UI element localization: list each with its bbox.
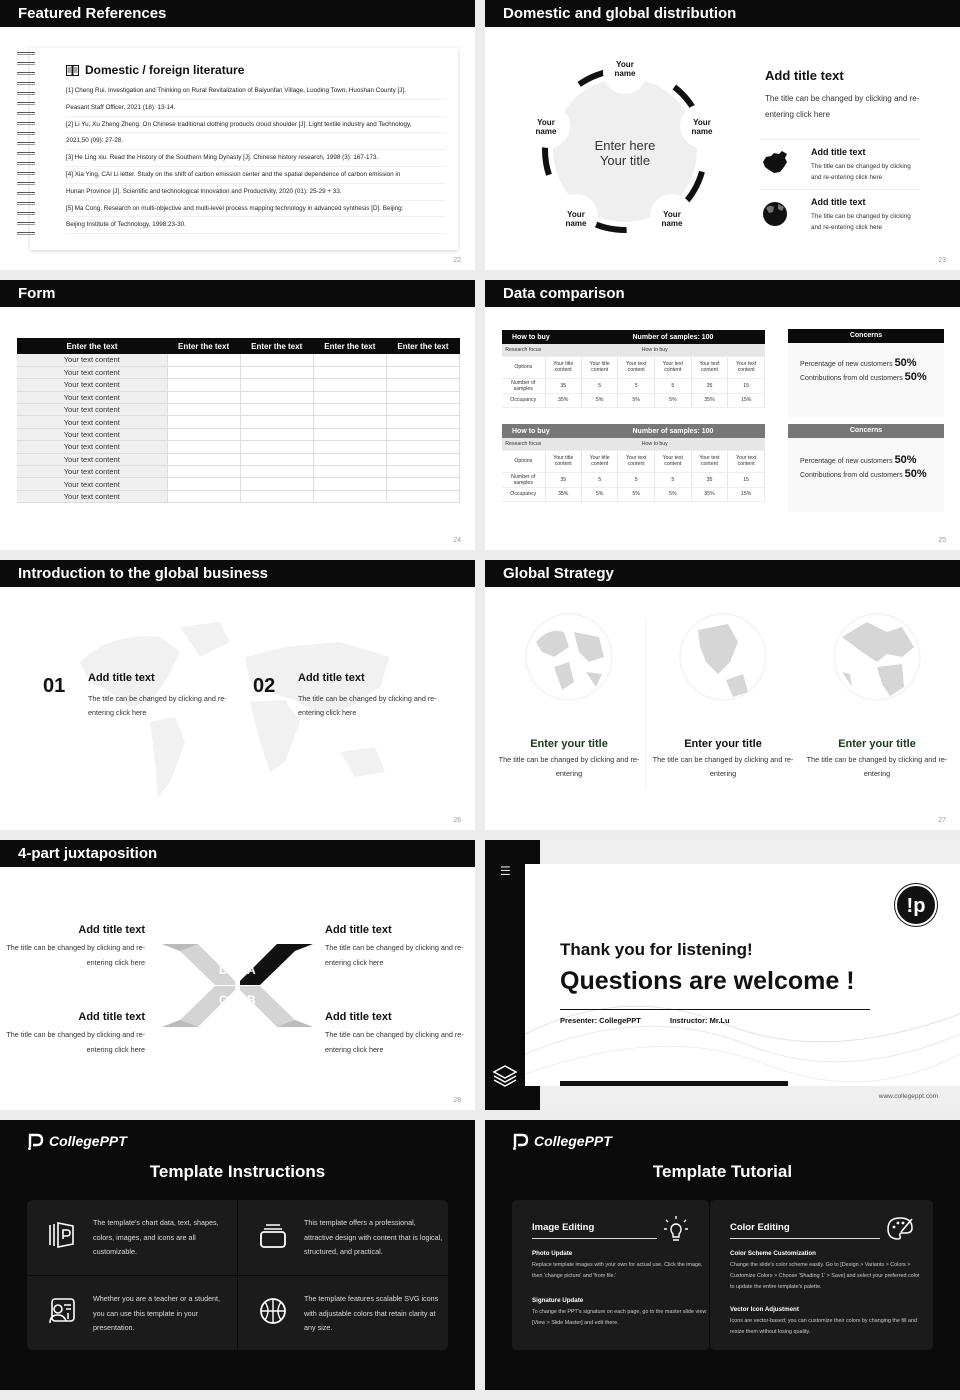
table-row: Your text content (17, 441, 460, 453)
page-number: 24 (453, 537, 461, 544)
reference-line: [5] Ma Cong. Research on multi-objective and multi-level process mapping technology in advanced synthesis [D]. Beijing: (66, 201, 446, 218)
page-number: 22 (453, 257, 461, 264)
juxtaposition-item-a: Add title text The title can be changed by clicking and re-entering click here (325, 924, 464, 967)
juxtaposition-item-b: Add title text The title can be changed by clicking and re-entering click here (325, 1011, 464, 1054)
slides-icon (47, 1220, 77, 1250)
page-number: 26 (453, 817, 461, 824)
section-desc: The title can be changed by clicking and re-entering click here (765, 94, 920, 119)
collegeppt-logo-icon (27, 1132, 45, 1150)
table-row: Your text content (17, 366, 460, 378)
divider (645, 620, 646, 790)
comparison-table: How to buy Number of samples: 100 Research focus How to buy Options Your title content Your title content Your text content Your text content Your text content Your text content Number of samples 35 5 5 5 35 15 Occupancy 35% 5% 5% 5% 35% 15% (502, 330, 765, 408)
window-stack-icon (258, 1220, 288, 1250)
reference-list (66, 83, 446, 234)
node-name: Your name (661, 210, 683, 228)
globe-icon (524, 612, 614, 702)
reference-line: [2] Li Yu, Xu Zheng Zheng. On Chinese traditional clothing products cloud shoulder [J]. Light textile industry and Technology, (66, 117, 446, 134)
strategy-column: Enter your title The title can be changed by clicking and re-entering (494, 612, 644, 781)
hub-title: Enter here Your title (594, 138, 656, 168)
page-number: 23 (938, 257, 946, 264)
reference-line: 2021,50 (09): 27-28. (66, 133, 446, 150)
thank-you-text: Thank you for listening! (560, 940, 753, 959)
juxtaposition-item-c: Add title text The title can be changed by clicking and re-entering click here (6, 1011, 145, 1054)
slide-template-instructions[interactable] (0, 1120, 475, 1390)
reference-line: [1] Cheng Rui. Investigation and Thinking on Rural Revitalization of Baiyunfan Village, Luoding Town, Huoshan County [J]. (66, 83, 446, 100)
questions-text: Questions are welcome ! (560, 967, 855, 995)
brand-logo: CollegePPT (512, 1132, 612, 1150)
slide-header: Introduction to the global business (0, 560, 475, 587)
table-row: Your text content (17, 404, 460, 416)
instruction-cell: This template offers a professional, attractive design with content that is logical, structured, and practical. (238, 1200, 448, 1274)
instruction-cell: Whether you are a teacher or a student, you can use this template in your presentation. (27, 1276, 237, 1350)
reference-line: Beijing Institute of Technology, 1998:23-30. (66, 217, 446, 234)
slide-header: Global Strategy (485, 560, 960, 587)
letter-b: B (247, 993, 256, 1007)
instruction-cell: The template features scalable SVG icons with adjustable colors that retain clarity at any size. (238, 1276, 448, 1350)
page-number: 28 (453, 1097, 461, 1104)
divider (560, 1009, 870, 1010)
thank-you-card (525, 864, 960, 1086)
tutorial-panel-color-editing: Color Editing Color Scheme Customization Change the slide's color scheme easily. Go to [Design > Variants > Colors > Customize Colors > Choose 'Shading 1' > Save] and select your preferred color to update the entire template's palette. Vector Icon Adjustment Icons are vector-based; you can customize their colors by changing the fill and resize them without losing quality. (710, 1200, 933, 1350)
node-name: Your name (565, 210, 587, 228)
reference-line: Peasant Staff Officer, 2021 (18): 13-14. (66, 100, 446, 117)
slide-template-tutorial[interactable] (485, 1120, 960, 1390)
book-icon (66, 65, 79, 76)
node-name: Your name (614, 60, 636, 78)
globe-icon (832, 612, 922, 702)
four-arrow-diagram (160, 943, 315, 1028)
table-row: Your text content (17, 490, 460, 502)
slide-header: Data comparison (485, 280, 960, 307)
reference-line: [3] He Ling xiu. Read the History of the Southern Ming Dynasty [J]. Chinese history research, 1998 (3): 167-173. (66, 150, 446, 167)
section-title: Add title text (765, 68, 844, 83)
slide-thank-you[interactable] (485, 840, 960, 1110)
concerns-card: Concerns Percentage of new customers 50% Contributions from old customers 50% (788, 424, 944, 512)
comparison-table: How to buy Number of samples: 100 Research focus How to buy Options Your title content Your title content Your text content Your text content Your text content Your text content Number of samples 35 5 5 5 35 15 Occupancy 35% 5% 5% 5% 35% 15% (502, 424, 765, 502)
slide-title: Template Tutorial (652, 1162, 793, 1181)
menu-icon[interactable]: ☰ (500, 864, 511, 878)
table-row: Your text content (17, 428, 460, 440)
spiral-binding (17, 52, 37, 242)
reference-title: Domestic / foreign literature (66, 63, 244, 77)
collegeppt-logo-icon (512, 1132, 530, 1150)
instruction-cell: The template's chart data, text, shapes, colors, images, and icons are all customizable. (27, 1200, 237, 1274)
page-number: 27 (938, 817, 946, 824)
brand-logo: CollegePPT (27, 1132, 127, 1150)
palette-icon (885, 1214, 915, 1244)
table-row: Your text content (17, 466, 460, 478)
slide-header: 4-part juxtaposition (0, 840, 475, 867)
column-header: Enter the text (386, 338, 459, 354)
strategy-column: Enter your title The title can be changed by clicking and re-entering (802, 612, 952, 781)
table-row: Your text content (17, 391, 460, 403)
cycle-diagram (535, 58, 713, 238)
letter-a: A (247, 963, 256, 977)
globe-icon (760, 198, 790, 228)
column-header: Enter the text (17, 338, 167, 354)
column-header: Enter the text (313, 338, 386, 354)
table-row: Your text content (17, 416, 460, 428)
column-header: Enter the text (240, 338, 313, 354)
letter-c: C (219, 993, 228, 1007)
accent-bar (560, 1081, 788, 1086)
letter-d: D (219, 963, 228, 977)
distribution-item: Add title text The title can be changed by clicking and re-entering click here (760, 189, 920, 237)
form-table (17, 338, 460, 503)
node-name: Your name (691, 118, 713, 136)
lightbulb-icon (661, 1214, 691, 1244)
strategy-column: Enter your title The title can be changed by clicking and re-entering (648, 612, 798, 781)
distribution-item: Add title text The title can be changed by clicking and re-entering click here (760, 139, 920, 187)
concerns-card: Concerns Percentage of new customers 50% Contributions from old customers 50% (788, 329, 944, 417)
slide-header: Form (0, 280, 475, 307)
instructor-label: Instructor: Mr.Lu (670, 1016, 730, 1025)
reference-line: Hunan Province [J]. Scientific and technological Innovation and Productivity, 2020 (01): 25-29 + 33. (66, 184, 446, 201)
slide-header: Featured References (0, 0, 475, 27)
website-url[interactable]: www.collegeppt.com (878, 1093, 938, 1100)
table-row: Your text content (17, 453, 460, 465)
instructions-panel (27, 1200, 448, 1350)
china-map-icon (760, 148, 790, 178)
juxtaposition-item-d: Add title text The title can be changed by clicking and re-entering click here (6, 924, 145, 967)
reference-line: [4] Xia Ying, CAI Li letter. Study on the shift of carbon emission center and the spatial dependence of carbon emission in (66, 167, 446, 184)
table-row: Your text content (17, 379, 460, 391)
column-header: Enter the text (167, 338, 240, 354)
slide-header: Domestic and global distribution (485, 0, 960, 27)
presenter-label: Presenter: CollegePPT (560, 1016, 641, 1025)
globe-icon (678, 612, 768, 702)
table-row: Your text content (17, 478, 460, 490)
slide-featured-references[interactable] (0, 0, 475, 270)
brand-logo: !p (895, 884, 937, 926)
node-name: Your name (535, 118, 557, 136)
tutorial-panel-image-editing: Image Editing Photo Update Replace template images with your own for actual use. Click the image, then 'change picture' and 'from file.' Signature Update To change the PPT's signature on each page, go to the master slide view [View > Slide Master] and edit there. (512, 1200, 709, 1350)
page-number: 25 (938, 537, 946, 544)
teacher-board-icon (47, 1296, 77, 1326)
slide-title: Template Instructions (149, 1162, 326, 1181)
layers-icon (492, 1063, 518, 1089)
basketball-icon (258, 1296, 288, 1326)
table-row: Your text content (17, 354, 460, 366)
